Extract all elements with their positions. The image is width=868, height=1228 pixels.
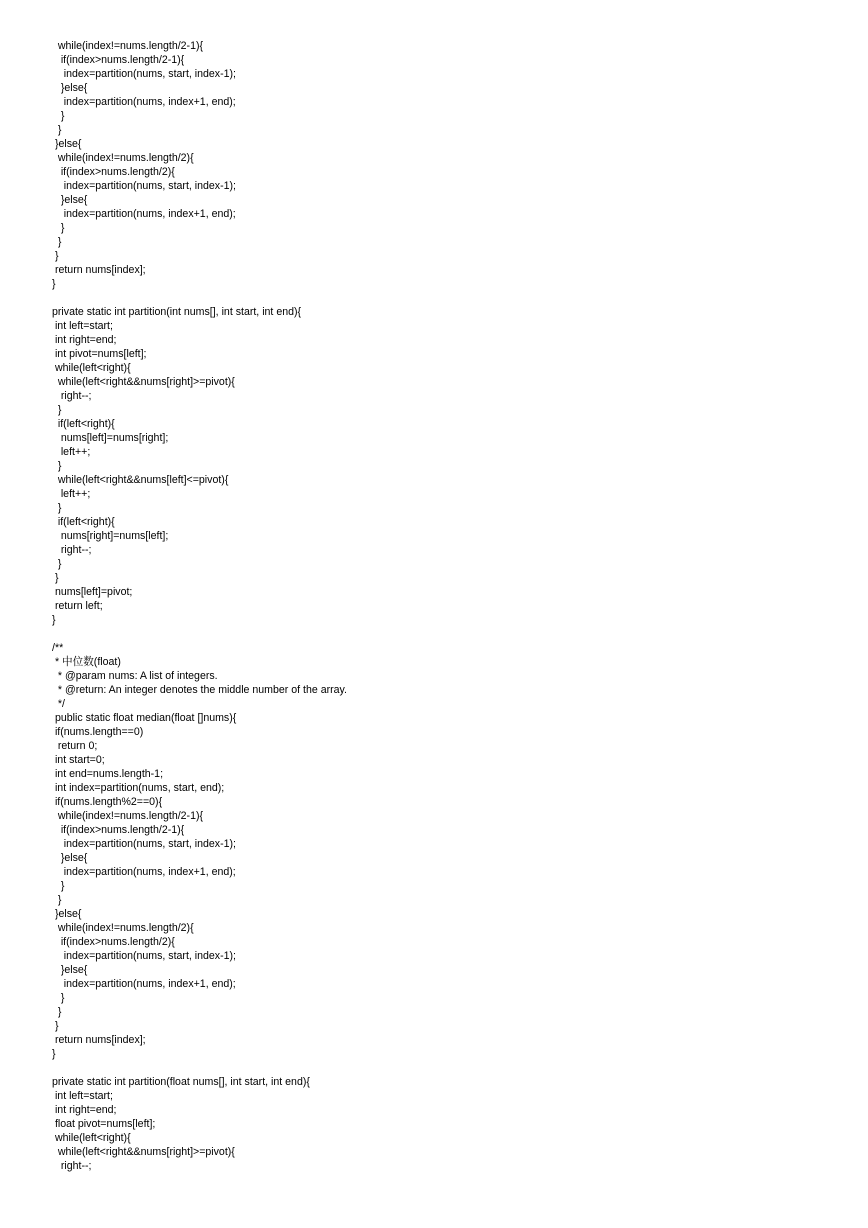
code-line: left++; bbox=[52, 446, 91, 458]
code-line: right--; bbox=[52, 1160, 92, 1172]
code-line: * @param nums: A list of integers. bbox=[52, 670, 218, 682]
code-line: return nums[index]; bbox=[52, 1034, 146, 1046]
code-line: } bbox=[52, 124, 62, 136]
code-line: if(nums.length%2==0){ bbox=[52, 796, 163, 808]
code-line: } bbox=[52, 614, 56, 626]
code-line: private static int partition(float nums[], int start, int end){ bbox=[52, 1076, 310, 1088]
code-line: while(left<right&&nums[right]>=pivot){ bbox=[52, 376, 235, 388]
code-line: while(index!=nums.length/2){ bbox=[52, 922, 194, 934]
code-line: } bbox=[52, 502, 62, 514]
code-line: int right=end; bbox=[52, 334, 117, 346]
code-line: while(index!=nums.length/2){ bbox=[52, 152, 194, 164]
code-line: }else{ bbox=[52, 964, 88, 976]
code-line: index=partition(nums, index+1, end); bbox=[52, 866, 236, 878]
code-line: index=partition(nums, start, index-1); bbox=[52, 950, 236, 962]
code-line: int end=nums.length-1; bbox=[52, 768, 164, 780]
code-line: index=partition(nums, index+1, end); bbox=[52, 96, 236, 108]
code-line: }else{ bbox=[52, 852, 88, 864]
code-line: }else{ bbox=[52, 194, 88, 206]
code-line: } bbox=[52, 880, 65, 892]
code-line: while(index!=nums.length/2-1){ bbox=[52, 40, 204, 52]
code-line: } bbox=[52, 404, 62, 416]
code-line: return 0; bbox=[52, 740, 98, 752]
code-line: nums[left]=pivot; bbox=[52, 586, 133, 598]
code-line: if(left<right){ bbox=[52, 418, 115, 430]
code-line: } bbox=[52, 1048, 56, 1060]
code-line: if(left<right){ bbox=[52, 516, 115, 528]
code-line: * @return: An integer denotes the middle number of the array. bbox=[52, 684, 347, 696]
code-line: } bbox=[52, 278, 56, 290]
code-line: /** bbox=[52, 642, 64, 654]
code-line: public static float median(float []nums){ bbox=[52, 712, 237, 724]
code-line: } bbox=[52, 236, 62, 248]
code-line: index=partition(nums, start, index-1); bbox=[52, 838, 236, 850]
code-line: } bbox=[52, 1006, 62, 1018]
code-line: } bbox=[52, 894, 62, 906]
code-line: }else{ bbox=[52, 138, 82, 150]
code-line: index=partition(nums, index+1, end); bbox=[52, 978, 236, 990]
code-line bbox=[52, 627, 832, 641]
code-line: } bbox=[52, 222, 65, 234]
code-line: right--; bbox=[52, 390, 92, 402]
code-line: return nums[index]; bbox=[52, 264, 146, 276]
code-line: } bbox=[52, 1020, 59, 1032]
code-line: int index=partition(nums, start, end); bbox=[52, 782, 225, 794]
code-line: index=partition(nums, start, index-1); bbox=[52, 180, 236, 192]
code-line: int pivot=nums[left]; bbox=[52, 348, 147, 360]
code-line: return left; bbox=[52, 600, 103, 612]
code-line bbox=[52, 291, 832, 305]
code-line: nums[left]=nums[right]; bbox=[52, 432, 169, 444]
code-line: nums[right]=nums[left]; bbox=[52, 530, 169, 542]
code-line: if(index>nums.length/2){ bbox=[52, 166, 175, 178]
code-line: int start=0; bbox=[52, 754, 105, 766]
code-line: } bbox=[52, 110, 65, 122]
code-line: } bbox=[52, 572, 59, 584]
code-line: while(left<right&&nums[left]<=pivot){ bbox=[52, 474, 229, 486]
code-line: int right=end; bbox=[52, 1104, 117, 1116]
code-line: private static int partition(int nums[], int start, int end){ bbox=[52, 306, 302, 318]
code-line: */ bbox=[52, 698, 65, 710]
code-line: index=partition(nums, index+1, end); bbox=[52, 208, 236, 220]
code-line bbox=[52, 1061, 832, 1075]
code-line: if(nums.length==0) bbox=[52, 726, 144, 738]
code-line: } bbox=[52, 992, 65, 1004]
code-line: if(index>nums.length/2-1){ bbox=[52, 824, 185, 836]
code-line: if(index>nums.length/2){ bbox=[52, 936, 175, 948]
code-line: while(left<right){ bbox=[52, 362, 131, 374]
code-line: * 中位数(float) bbox=[52, 656, 121, 668]
code-line: while(left<right){ bbox=[52, 1132, 131, 1144]
code-line: while(left<right&&nums[right]>=pivot){ bbox=[52, 1146, 235, 1158]
code-listing bbox=[52, 39, 832, 1173]
code-line: } bbox=[52, 558, 62, 570]
code-line: float pivot=nums[left]; bbox=[52, 1118, 156, 1130]
code-line: } bbox=[52, 460, 62, 472]
code-line: } bbox=[52, 250, 59, 262]
code-line: left++; bbox=[52, 488, 91, 500]
code-line: }else{ bbox=[52, 82, 88, 94]
code-line: int left=start; bbox=[52, 1090, 113, 1102]
code-line: right--; bbox=[52, 544, 92, 556]
code-line: if(index>nums.length/2-1){ bbox=[52, 54, 185, 66]
code-line: index=partition(nums, start, index-1); bbox=[52, 68, 236, 80]
code-line: int left=start; bbox=[52, 320, 113, 332]
code-line: while(index!=nums.length/2-1){ bbox=[52, 810, 204, 822]
code-line: }else{ bbox=[52, 908, 82, 920]
